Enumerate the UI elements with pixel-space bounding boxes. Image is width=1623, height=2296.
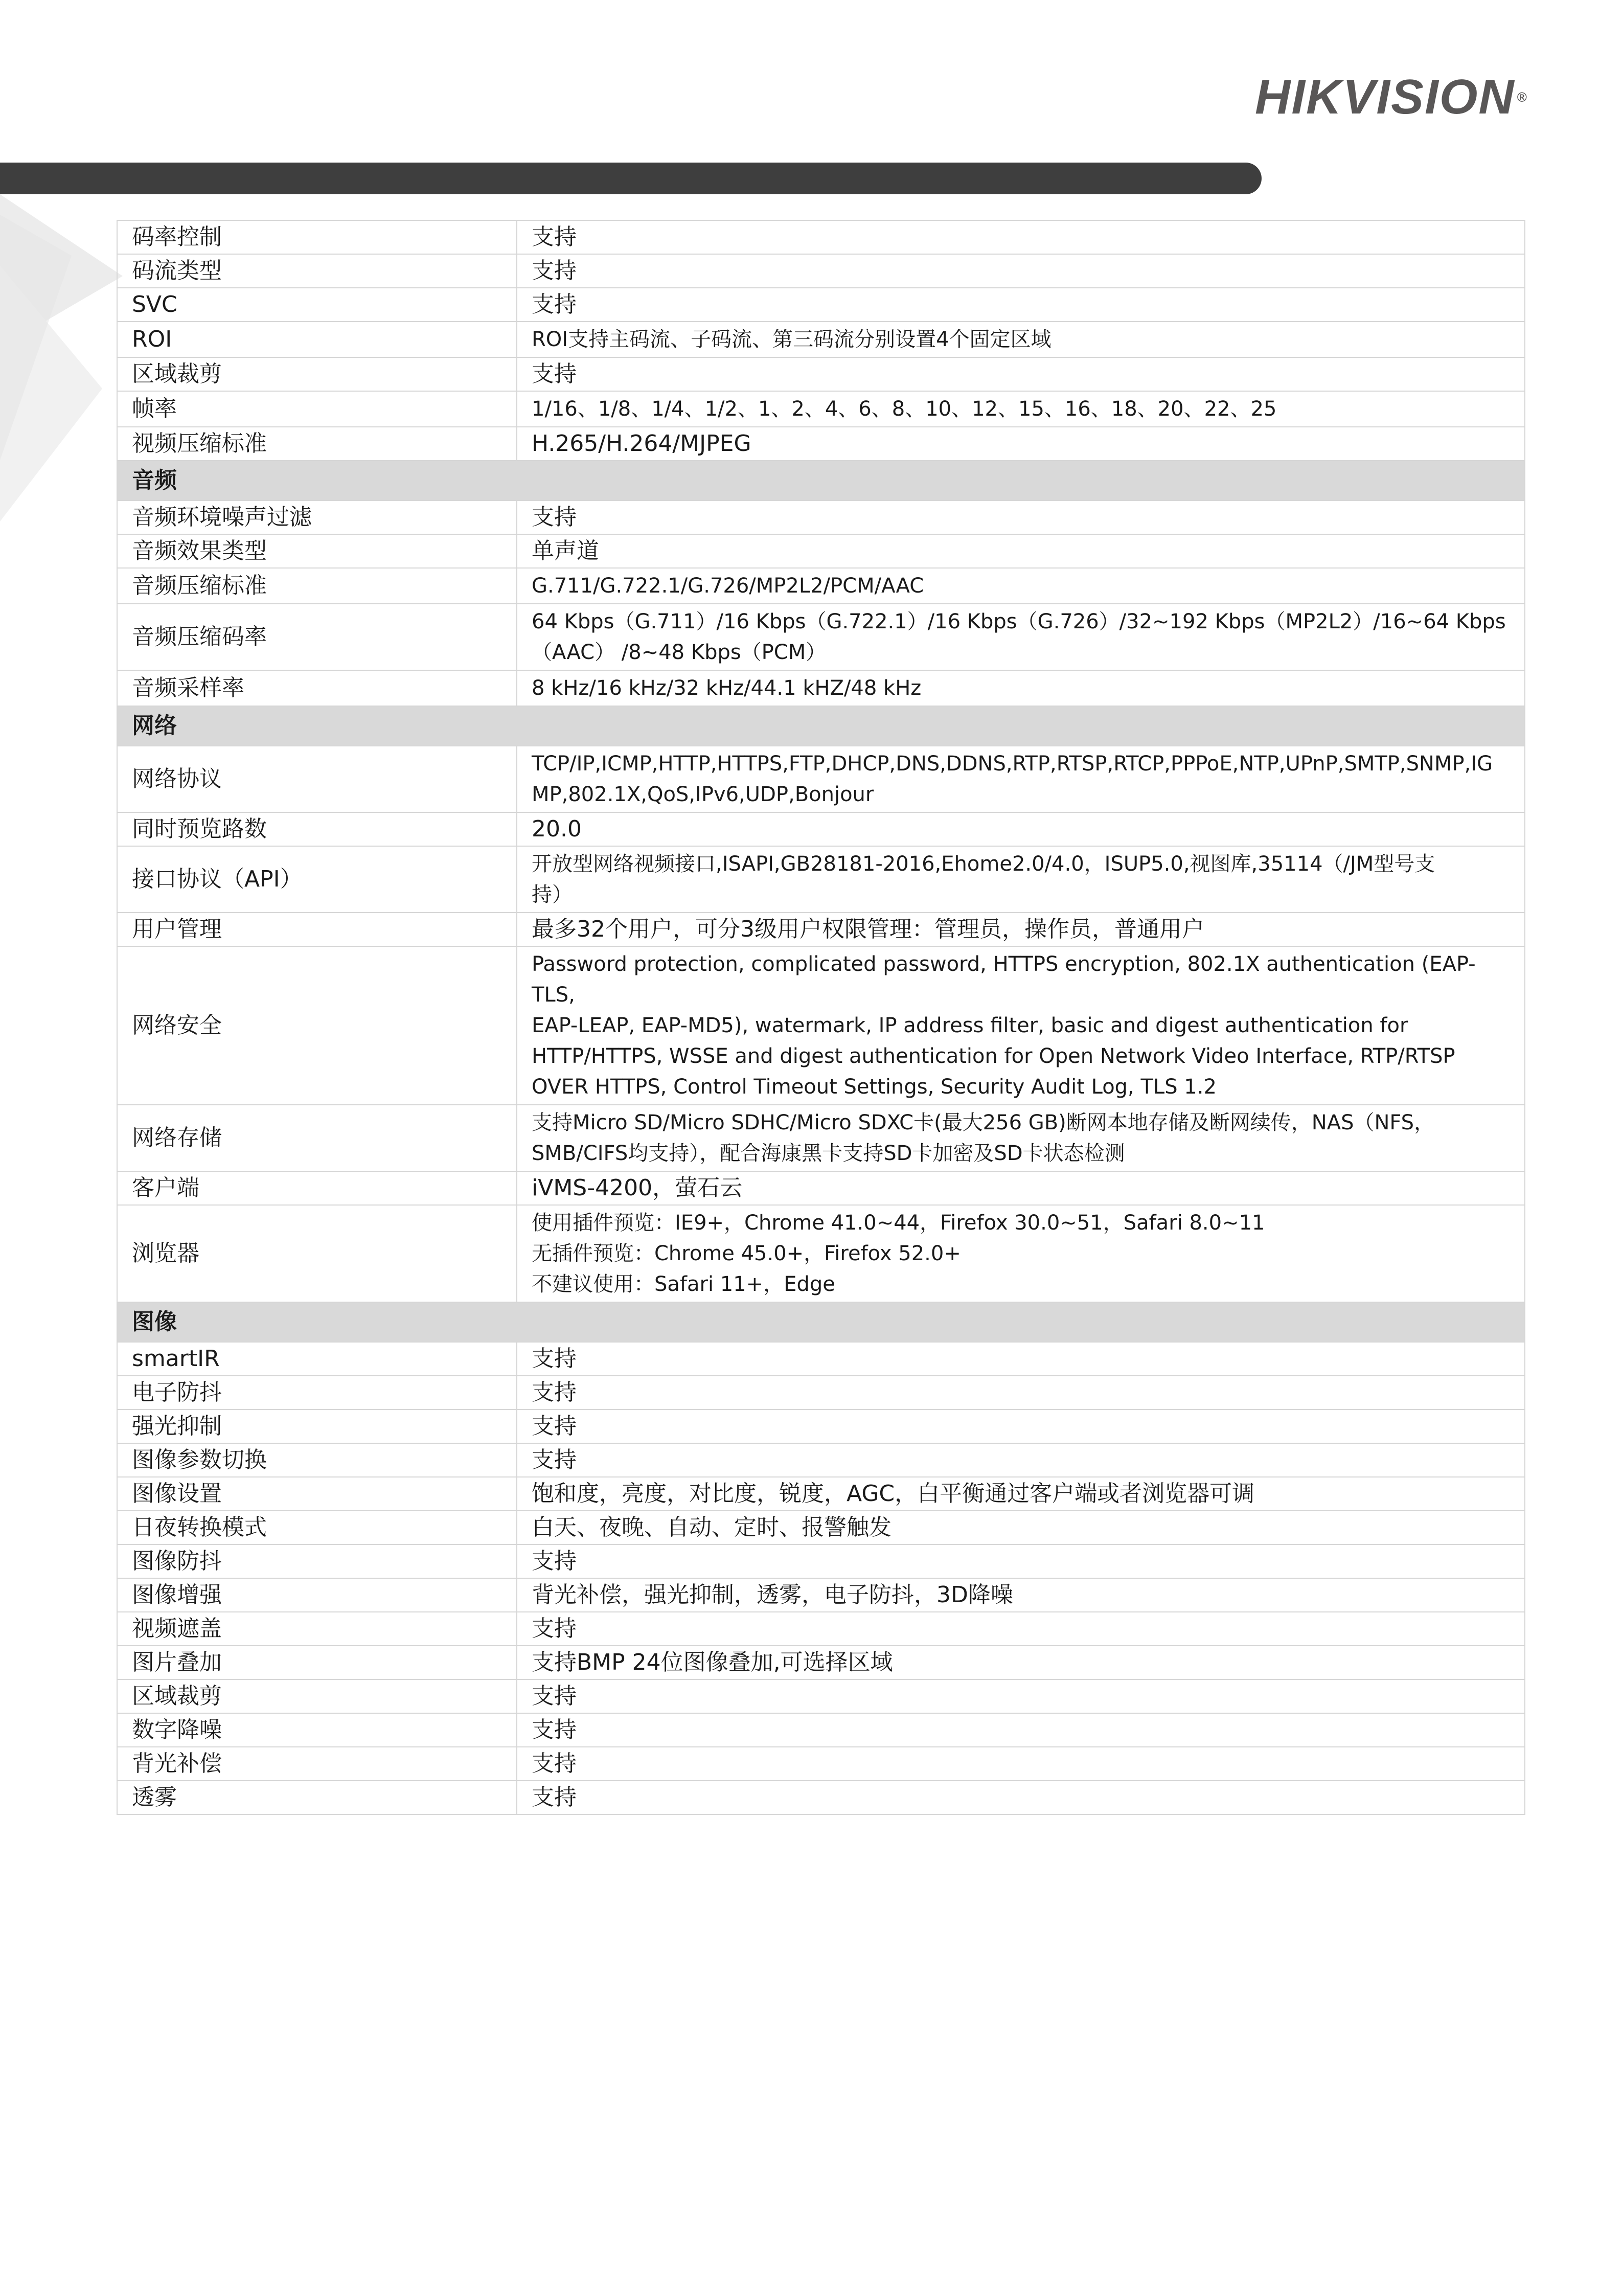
section-title: 图像 bbox=[117, 1302, 1525, 1342]
section-header-row bbox=[117, 1302, 1525, 1342]
spec-value bbox=[517, 357, 1525, 391]
spec-row bbox=[117, 812, 1525, 846]
spec-key: 图像防抖 bbox=[117, 1544, 517, 1578]
spec-value-line: 支持BMP 24位图像叠加,可选择区域 bbox=[532, 1649, 893, 1675]
spec-key: 同时预览路数 bbox=[117, 812, 517, 846]
spec-row bbox=[117, 534, 1525, 568]
spec-value-line: 持） bbox=[532, 883, 573, 906]
section-header-row bbox=[117, 461, 1525, 501]
spec-row bbox=[117, 846, 1525, 913]
spec-value bbox=[517, 1105, 1525, 1171]
spec-key: 图像参数切换 bbox=[117, 1443, 517, 1477]
spec-value-line: 支持 bbox=[532, 224, 577, 250]
spec-row bbox=[117, 288, 1525, 322]
spec-key: 区域裁剪 bbox=[117, 357, 517, 391]
spec-value-line: （AAC） /8~48 Kbps（PCM） bbox=[532, 641, 827, 664]
spec-value-line: 支持 bbox=[532, 1379, 577, 1405]
spec-key: 背光补偿 bbox=[117, 1747, 517, 1781]
spec-value-line: 饱和度，亮度，对比度，锐度，AGC，白平衡通过客户端或者浏览器可调 bbox=[532, 1481, 1255, 1507]
spec-value-line: 20.0 bbox=[532, 816, 582, 842]
spec-row bbox=[117, 1646, 1525, 1679]
spec-row bbox=[117, 913, 1525, 946]
spec-key: 图像增强 bbox=[117, 1578, 517, 1612]
spec-key: smartIR bbox=[117, 1342, 517, 1376]
spec-value bbox=[517, 1713, 1525, 1747]
spec-key: 强光抑制 bbox=[117, 1410, 517, 1443]
spec-value bbox=[517, 427, 1525, 461]
spec-row bbox=[117, 1342, 1525, 1376]
spec-value bbox=[517, 220, 1525, 254]
spec-value bbox=[517, 746, 1525, 812]
spec-value bbox=[517, 322, 1525, 357]
spec-value-line: Password protection, complicated password, HTTPS encryption, 802.1X authentication (EAP-TLS, bbox=[532, 952, 1476, 1007]
section-header-row bbox=[117, 706, 1525, 746]
spec-value-line: 支持 bbox=[532, 1717, 577, 1743]
spec-key: 用户管理 bbox=[117, 913, 517, 946]
spec-value bbox=[517, 1646, 1525, 1679]
decorative-triangles bbox=[0, 194, 123, 527]
spec-key: 区域裁剪 bbox=[117, 1679, 517, 1713]
spec-value bbox=[517, 670, 1525, 706]
spec-value-line: 支持Micro SD/Micro SDHC/Micro SDXC卡(最大256 GB)断网本地存储及断网续传，NAS（NFS， bbox=[532, 1111, 1435, 1134]
spec-key: 帧率 bbox=[117, 391, 517, 427]
spec-value-line: 支持 bbox=[532, 1413, 577, 1439]
header-bar bbox=[0, 163, 1262, 194]
spec-value-line: 无插件预览：Chrome 45.0+，Firefox 52.0+ bbox=[532, 1242, 961, 1265]
spec-value-line: G.711/G.722.1/G.726/MP2L2/PCM/AAC bbox=[532, 574, 924, 598]
spec-value-line: 使用插件预览：IE9+，Chrome 41.0~44，Firefox 30.0~51，Safari 8.0~11 bbox=[532, 1211, 1265, 1235]
spec-value bbox=[517, 1410, 1525, 1443]
spec-value-line: OVER HTTPS, Control Timeout Settings, Security Audit Log, TLS 1.2 bbox=[532, 1075, 1217, 1099]
spec-value bbox=[517, 812, 1525, 846]
spec-value bbox=[517, 391, 1525, 427]
spec-key: 视频压缩标准 bbox=[117, 427, 517, 461]
spec-key: 音频采样率 bbox=[117, 670, 517, 706]
spec-row bbox=[117, 1443, 1525, 1477]
spec-value-line: 支持 bbox=[532, 1346, 577, 1372]
spec-value-line: 支持 bbox=[532, 258, 577, 284]
spec-key: 透雾 bbox=[117, 1781, 517, 1814]
spec-table bbox=[117, 220, 1525, 1815]
spec-row bbox=[117, 427, 1525, 461]
spec-value-line: iVMS-4200，萤石云 bbox=[532, 1175, 743, 1201]
spec-key: 网络存储 bbox=[117, 1105, 517, 1171]
spec-key: 客户端 bbox=[117, 1171, 517, 1205]
spec-value-line: EAP-LEAP, EAP-MD5), watermark, IP address filter, basic and digest authentication for bbox=[532, 1014, 1408, 1037]
spec-key: 网络安全 bbox=[117, 946, 517, 1105]
spec-value bbox=[517, 501, 1525, 534]
section-title: 网络 bbox=[117, 706, 1525, 746]
spec-key: 码率控制 bbox=[117, 220, 517, 254]
spec-value-line: 1/16、1/8、1/4、1/2、1、2、4、6、8、10、12、15、16、18、20、22、25 bbox=[532, 397, 1277, 421]
spec-key: 音频环境噪声过滤 bbox=[117, 501, 517, 534]
spec-key: 数字降噪 bbox=[117, 1713, 517, 1747]
spec-value bbox=[517, 913, 1525, 946]
spec-key: 日夜转换模式 bbox=[117, 1511, 517, 1544]
spec-key: 音频压缩标准 bbox=[117, 568, 517, 604]
spec-key: 音频压缩码率 bbox=[117, 604, 517, 670]
spec-value bbox=[517, 1511, 1525, 1544]
spec-key: 浏览器 bbox=[117, 1205, 517, 1302]
spec-row bbox=[117, 1205, 1525, 1302]
spec-row bbox=[117, 604, 1525, 670]
spec-key: 图片叠加 bbox=[117, 1646, 517, 1679]
spec-row bbox=[117, 391, 1525, 427]
spec-value-line: 支持 bbox=[532, 1548, 577, 1574]
spec-value-line: 开放型网络视频接口,ISAPI,GB28181-2016,Ehome2.0/4.0，ISUP5.0,视图库,35114（/JM型号支 bbox=[532, 852, 1435, 876]
spec-value bbox=[517, 1578, 1525, 1612]
spec-value-line: ROI支持主码流、子码流、第三码流分别设置4个固定区域 bbox=[532, 328, 1051, 351]
spec-row bbox=[117, 1410, 1525, 1443]
spec-row bbox=[117, 568, 1525, 604]
spec-row bbox=[117, 1713, 1525, 1747]
spec-value bbox=[517, 1376, 1525, 1410]
spec-value bbox=[517, 1205, 1525, 1302]
spec-value-line: 支持 bbox=[532, 291, 577, 317]
spec-value-line: 背光补偿，强光抑制，透雾，电子防抖，3D降噪 bbox=[532, 1582, 1013, 1608]
spec-value-line: 支持 bbox=[532, 1784, 577, 1810]
spec-row bbox=[117, 1477, 1525, 1511]
spec-row bbox=[117, 322, 1525, 357]
spec-value-line: 不建议使用：Safari 11+，Edge bbox=[532, 1272, 835, 1296]
spec-value-line: 最多32个用户，可分3级用户权限管理：管理员，操作员，普通用户 bbox=[532, 916, 1204, 942]
brand-logo: HIKVISION ® bbox=[1255, 70, 1528, 124]
spec-row bbox=[117, 1612, 1525, 1646]
spec-value-line: 支持 bbox=[532, 1751, 577, 1777]
spec-value-line: 支持 bbox=[532, 504, 577, 530]
spec-value-line: 64 Kbps（G.711）/16 Kbps（G.722.1）/16 Kbps（G.726）/32~192 Kbps（MP2L2）/16~64 Kbps bbox=[532, 610, 1506, 633]
spec-row bbox=[117, 254, 1525, 288]
spec-value bbox=[517, 1171, 1525, 1205]
spec-row bbox=[117, 746, 1525, 812]
spec-value bbox=[517, 1747, 1525, 1781]
spec-key: 接口协议（API） bbox=[117, 846, 517, 913]
spec-value-line: 支持 bbox=[532, 1683, 577, 1709]
spec-value-line: 支持 bbox=[532, 1616, 577, 1642]
spec-value bbox=[517, 1342, 1525, 1376]
spec-value bbox=[517, 1679, 1525, 1713]
spec-value-line: SMB/CIFS均支持），配合海康黑卡支持SD卡加密及SD卡状态检测 bbox=[532, 1142, 1125, 1165]
spec-value-line: 支持 bbox=[532, 1447, 577, 1473]
spec-row bbox=[117, 1578, 1525, 1612]
spec-row bbox=[117, 1105, 1525, 1171]
spec-value bbox=[517, 534, 1525, 568]
spec-row bbox=[117, 670, 1525, 706]
spec-key: 图像设置 bbox=[117, 1477, 517, 1511]
spec-value-line: HTTP/HTTPS, WSSE and digest authentication for Open Network Video Interface, RTP/RTSP bbox=[532, 1044, 1455, 1068]
spec-value-line: 支持 bbox=[532, 361, 577, 387]
spec-value-line: 8 kHz/16 kHz/32 kHz/44.1 kHZ/48 kHz bbox=[532, 676, 922, 700]
spec-value bbox=[517, 604, 1525, 670]
spec-row bbox=[117, 1376, 1525, 1410]
spec-value bbox=[517, 946, 1525, 1105]
spec-value bbox=[517, 254, 1525, 288]
spec-key: 视频遮盖 bbox=[117, 1612, 517, 1646]
spec-value-line: MP,802.1X,QoS,IPv6,UDP,Bonjour bbox=[532, 783, 874, 806]
spec-row bbox=[117, 946, 1525, 1105]
spec-row bbox=[117, 357, 1525, 391]
spec-value bbox=[517, 1612, 1525, 1646]
spec-value bbox=[517, 1443, 1525, 1477]
spec-row bbox=[117, 220, 1525, 254]
spec-key: 码流类型 bbox=[117, 254, 517, 288]
spec-row bbox=[117, 1781, 1525, 1814]
spec-value bbox=[517, 568, 1525, 604]
spec-key: 网络协议 bbox=[117, 746, 517, 812]
spec-key: SVC bbox=[117, 288, 517, 322]
section-title: 音频 bbox=[117, 461, 1525, 501]
spec-row bbox=[117, 501, 1525, 534]
spec-key: 音频效果类型 bbox=[117, 534, 517, 568]
spec-value-line: TCP/IP,ICMP,HTTP,HTTPS,FTP,DHCP,DNS,DDNS,RTP,RTSP,RTCP,PPPoE,NTP,UPnP,SMTP,SNMP,IG bbox=[532, 752, 1493, 776]
spec-value bbox=[517, 288, 1525, 322]
spec-row bbox=[117, 1171, 1525, 1205]
spec-value-line: 白天、夜晚、自动、定时、报警触发 bbox=[532, 1514, 891, 1540]
spec-value-line: 单声道 bbox=[532, 538, 599, 564]
spec-key: 电子防抖 bbox=[117, 1376, 517, 1410]
spec-key: ROI bbox=[117, 322, 517, 357]
spec-value bbox=[517, 1544, 1525, 1578]
spec-value bbox=[517, 1477, 1525, 1511]
spec-row bbox=[117, 1679, 1525, 1713]
spec-row bbox=[117, 1544, 1525, 1578]
spec-value bbox=[517, 846, 1525, 913]
spec-value-line: H.265/H.264/MJPEG bbox=[532, 430, 751, 457]
spec-value bbox=[517, 1781, 1525, 1814]
spec-row bbox=[117, 1511, 1525, 1544]
spec-row bbox=[117, 1747, 1525, 1781]
